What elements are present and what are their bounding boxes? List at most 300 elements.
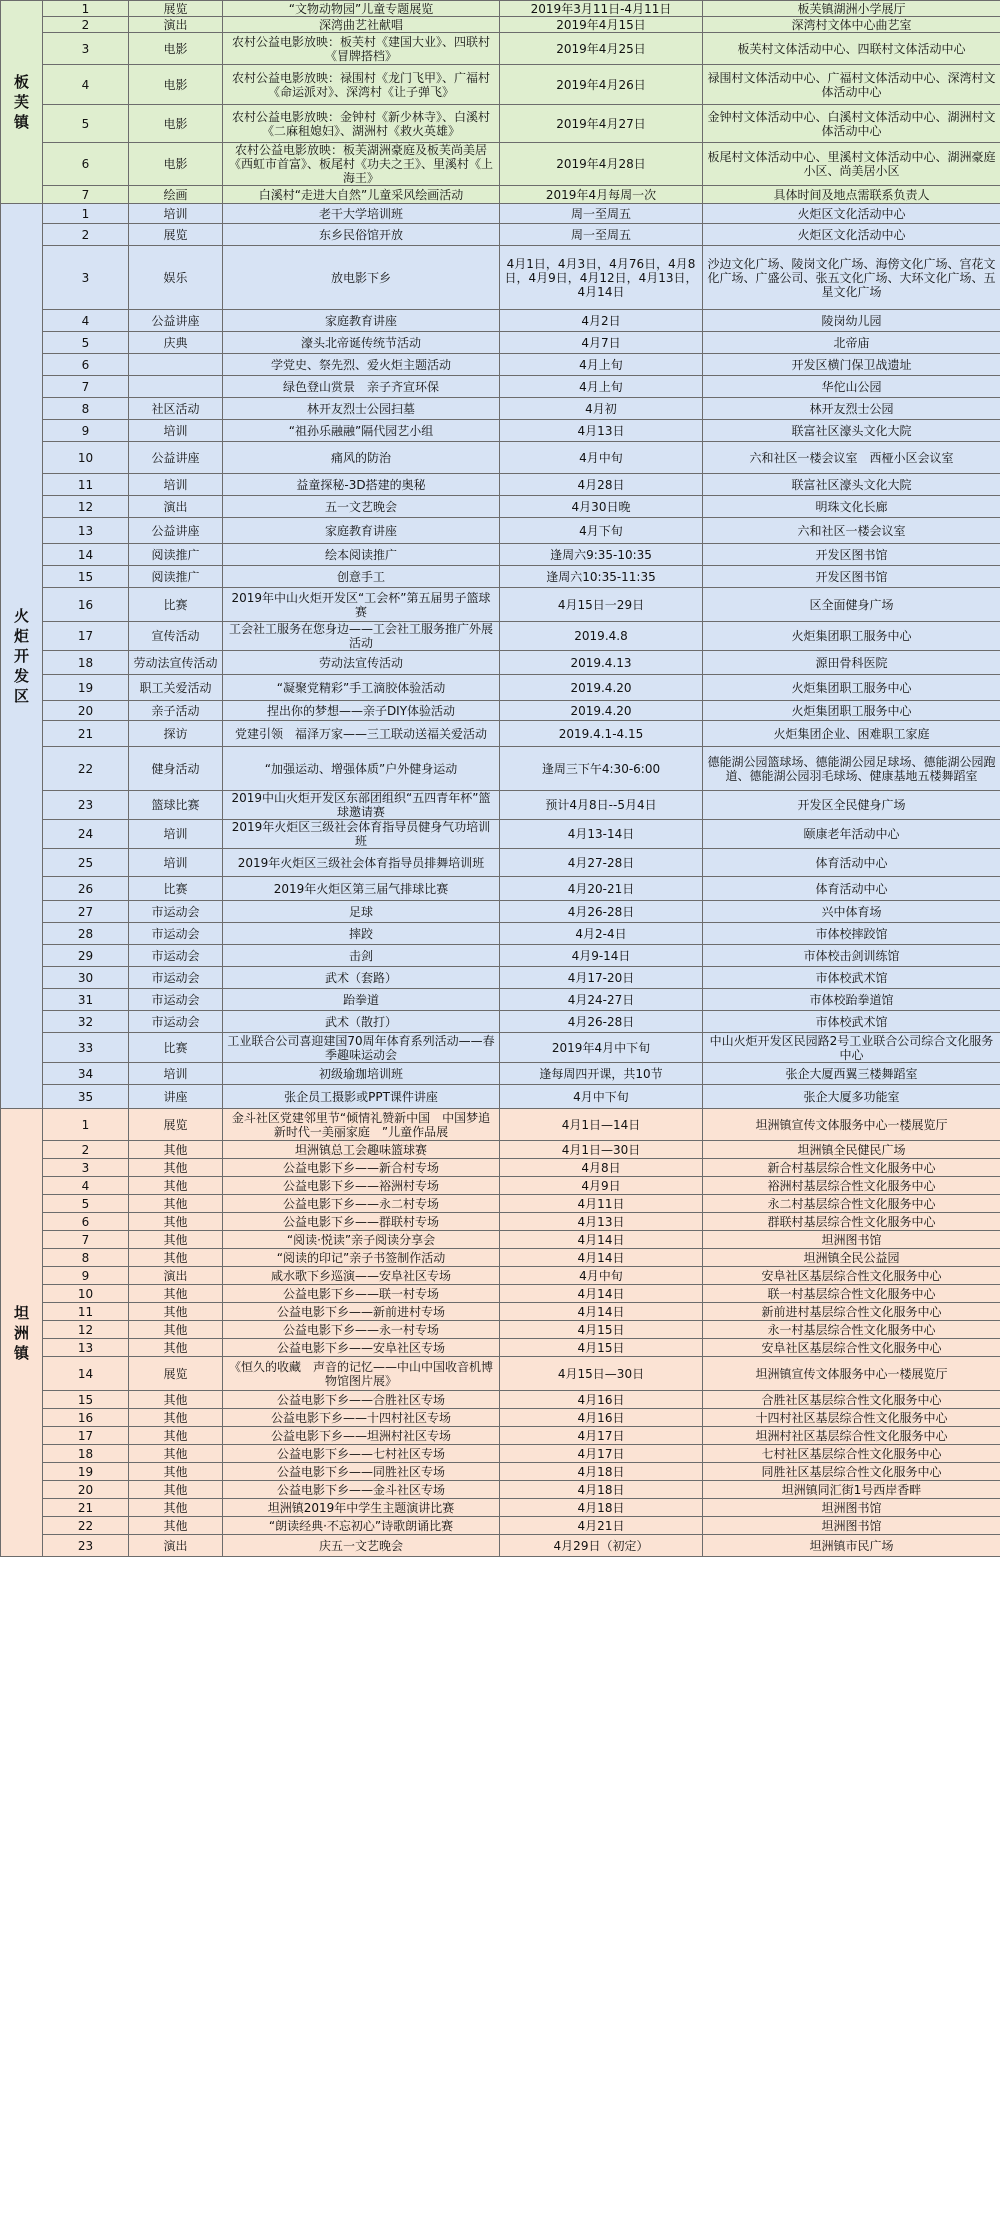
activity-time: 预计4月8日--5月4日 (500, 791, 703, 820)
activity-place: 火炬区文化活动中心 (703, 204, 1000, 224)
activity-type: 其他 (129, 1177, 223, 1195)
activity-time: 2019.4.20 (500, 675, 703, 701)
row-number: 9 (43, 420, 129, 442)
table-row (1, 1391, 1000, 1409)
table-row (1, 1409, 1000, 1427)
table-row (1, 1357, 1000, 1391)
activity-place: 张企大厦多功能室 (703, 1085, 1000, 1109)
table-row (1, 1267, 1000, 1285)
row-number: 14 (43, 1357, 129, 1391)
row-number: 23 (43, 791, 129, 820)
table-row (1, 1141, 1000, 1159)
row-number: 12 (43, 1321, 129, 1339)
activity-type: 职工关爱活动 (129, 675, 223, 701)
activity-type: 培训 (129, 820, 223, 849)
row-number: 16 (43, 1409, 129, 1427)
table-row (1, 849, 1000, 877)
activity-place: 安阜社区基层综合性文化服务中心 (703, 1267, 1000, 1285)
activity-place: 坦洲镇宣传文体服务中心一楼展览厅 (703, 1357, 1000, 1391)
town-name-cell: 坦洲镇 (1, 1109, 43, 1557)
activity-place: 明珠文化长廊 (703, 496, 1000, 518)
table-row (1, 442, 1000, 474)
table-row (1, 398, 1000, 420)
activity-place: 六和社区一楼会议室 (703, 518, 1000, 544)
table-row (1, 1063, 1000, 1085)
table-row (1, 310, 1000, 332)
activity-time: 2019年4月15日 (500, 17, 703, 33)
table-row (1, 1195, 1000, 1213)
activity-name: “阅读·悦读”亲子阅读分享会 (223, 1231, 500, 1249)
row-number: 3 (43, 246, 129, 310)
table-row (1, 1321, 1000, 1339)
table-row (1, 518, 1000, 544)
activity-time: 4月2日 (500, 310, 703, 332)
row-number: 10 (43, 1285, 129, 1303)
activity-place: 联一村基层综合性文化服务中心 (703, 1285, 1000, 1303)
activity-type: 讲座 (129, 1085, 223, 1109)
activity-time: 4月16日 (500, 1409, 703, 1427)
table-row (1, 1303, 1000, 1321)
table-row (1, 1445, 1000, 1463)
activity-name: 学党史、祭先烈、爱火炬主题活动 (223, 354, 500, 376)
table-row (1, 1033, 1000, 1063)
activity-name: 东乡民俗馆开放 (223, 224, 500, 246)
table-row (1, 1535, 1000, 1557)
activity-name: 公益电影下乡——联一村专场 (223, 1285, 500, 1303)
table-row (1, 747, 1000, 791)
activity-name: 痛风的防治 (223, 442, 500, 474)
row-number: 18 (43, 651, 129, 675)
activity-place: 板芙村文体活动中心、四联村文体活动中心 (703, 33, 1000, 65)
activity-name: 金斗社区党建邻里节“倾情礼赞新中国 中国梦追新时代一美丽家庭 ”儿童作品展 (223, 1109, 500, 1141)
activity-place: 中山火炬开发区民园路2号工业联合公司综合文化服务中心 (703, 1033, 1000, 1063)
activity-type: 其他 (129, 1409, 223, 1427)
activity-place: 联富社区濠头文化大院 (703, 420, 1000, 442)
activity-place: 火炬集团职工服务中心 (703, 675, 1000, 701)
activity-time: 2019年3月11日-4月11日 (500, 1, 703, 17)
activity-type: 健身活动 (129, 747, 223, 791)
table-row (1, 17, 1000, 33)
activity-time: 4月中下旬 (500, 1085, 703, 1109)
table-row (1, 1011, 1000, 1033)
activity-time: 4月中旬 (500, 1267, 703, 1285)
table-row (1, 721, 1000, 747)
table-row (1, 65, 1000, 105)
activity-type: 培训 (129, 204, 223, 224)
row-number: 22 (43, 1517, 129, 1535)
activity-place: 市体校武术馆 (703, 967, 1000, 989)
row-number: 26 (43, 877, 129, 901)
activity-name: 公益电影下乡——坦洲村社区专场 (223, 1427, 500, 1445)
activity-place: 市体校击剑训练馆 (703, 945, 1000, 967)
activity-type: 庆典 (129, 332, 223, 354)
activity-name: 农村公益电影放映：板芙湖洲豪庭及板芙尚美居《西虹市首富》、板尾村《功夫之王》、里溪村《上海王》 (223, 143, 500, 186)
row-number: 31 (43, 989, 129, 1011)
activity-place: 坦洲镇宣传文体服务中心一楼展览厅 (703, 1109, 1000, 1141)
row-number: 11 (43, 1303, 129, 1321)
activity-name: 工会社工服务在您身边——工会社工服务推广外展活动 (223, 622, 500, 651)
activity-type: 电影 (129, 33, 223, 65)
activity-type: 绘画 (129, 186, 223, 204)
activity-place: 坦洲镇全民公益园 (703, 1249, 1000, 1267)
activity-time: 2019.4.8 (500, 622, 703, 651)
activity-name: 绘本阅读推广 (223, 544, 500, 566)
activity-place: 市体校摔跤馆 (703, 923, 1000, 945)
activity-type: 其他 (129, 1339, 223, 1357)
activity-type (129, 354, 223, 376)
activity-type: 阅读推广 (129, 566, 223, 588)
table-row (1, 967, 1000, 989)
row-number: 8 (43, 398, 129, 420)
row-number: 3 (43, 33, 129, 65)
activity-place: 坦洲镇市民广场 (703, 1535, 1000, 1557)
activity-type: 其他 (129, 1213, 223, 1231)
activity-place: 七村社区基层综合性文化服务中心 (703, 1445, 1000, 1463)
activity-name: 五一文艺晚会 (223, 496, 500, 518)
row-number: 8 (43, 1249, 129, 1267)
table-row (1, 989, 1000, 1011)
activity-type: 培训 (129, 474, 223, 496)
table-row (1, 1339, 1000, 1357)
activity-time: 4月24-27日 (500, 989, 703, 1011)
activity-name: “祖孙乐融融”隔代园艺小组 (223, 420, 500, 442)
activity-time: 4月14日 (500, 1285, 703, 1303)
table-row (1, 1463, 1000, 1481)
activity-time: 4月18日 (500, 1499, 703, 1517)
activity-time: 4月9日 (500, 1177, 703, 1195)
activity-place: 具体时间及地点需联系负责人 (703, 186, 1000, 204)
activity-type: 宣传活动 (129, 622, 223, 651)
activity-place: 源田骨科医院 (703, 651, 1000, 675)
activity-place: 张企大厦西翼三楼舞蹈室 (703, 1063, 1000, 1085)
table-row (1, 1231, 1000, 1249)
row-number: 20 (43, 1481, 129, 1499)
table-row (1, 186, 1000, 204)
activity-type: 电影 (129, 143, 223, 186)
table-row (1, 651, 1000, 675)
activity-place: 颐康老年活动中心 (703, 820, 1000, 849)
row-number: 6 (43, 354, 129, 376)
row-number: 1 (43, 204, 129, 224)
activity-name: 公益电影下乡——合胜社区专场 (223, 1391, 500, 1409)
activity-type: 社区活动 (129, 398, 223, 420)
table-row (1, 622, 1000, 651)
activity-type: 展览 (129, 1109, 223, 1141)
activity-type: 市运动会 (129, 967, 223, 989)
activity-name: 摔跤 (223, 923, 500, 945)
activity-name: 创意手工 (223, 566, 500, 588)
table-row (1, 224, 1000, 246)
activity-place: 德能湖公园篮球场、德能湖公园足球场、德能湖公园跑道、德能湖公园羽毛球场、健康基地五楼舞蹈室 (703, 747, 1000, 791)
activity-name: 2019年火炬区第三届气排球比赛 (223, 877, 500, 901)
row-number: 2 (43, 1141, 129, 1159)
activity-time: 4月20-21日 (500, 877, 703, 901)
activity-time: 4月14日 (500, 1249, 703, 1267)
activity-name: 2019中山火炬开发区东部团组织“五四青年杯”篮球邀请赛 (223, 791, 500, 820)
row-number: 13 (43, 518, 129, 544)
activity-type: 培训 (129, 849, 223, 877)
activity-time: 2019年4月每周一次 (500, 186, 703, 204)
activity-type: 亲子活动 (129, 701, 223, 721)
activity-place: 坦洲图书馆 (703, 1517, 1000, 1535)
activity-name: 坦洲镇2019年中学生主题演讲比赛 (223, 1499, 500, 1517)
table-row (1, 820, 1000, 849)
row-number: 4 (43, 310, 129, 332)
table-row (1, 105, 1000, 143)
table-row (1, 376, 1000, 398)
activity-name: 党建引领 福泽万家——三工联动送福关爱活动 (223, 721, 500, 747)
activity-time: 4月13日 (500, 420, 703, 442)
activity-place: 体育活动中心 (703, 877, 1000, 901)
activity-type: 演出 (129, 17, 223, 33)
activity-place: 火炬集团职工服务中心 (703, 701, 1000, 721)
row-number: 27 (43, 901, 129, 923)
row-number: 11 (43, 474, 129, 496)
activity-type: 市运动会 (129, 945, 223, 967)
activity-name: 林开友烈士公园扫墓 (223, 398, 500, 420)
activity-time: 4月28日 (500, 474, 703, 496)
activity-type (129, 376, 223, 398)
activity-name: 武术（散打） (223, 1011, 500, 1033)
activity-type: 娱乐 (129, 246, 223, 310)
activity-time: 4月9-14日 (500, 945, 703, 967)
activity-type: 其他 (129, 1427, 223, 1445)
activity-time: 4月15日一29日 (500, 588, 703, 622)
activity-type: 其他 (129, 1303, 223, 1321)
activity-place: 华佗山公园 (703, 376, 1000, 398)
row-number: 25 (43, 849, 129, 877)
activity-name: “阅读的印记”亲子书签制作活动 (223, 1249, 500, 1267)
activity-time: 4月1日—30日 (500, 1141, 703, 1159)
table-row (1, 1085, 1000, 1109)
row-number: 22 (43, 747, 129, 791)
activity-place: 十四村社区基层综合性文化服务中心 (703, 1409, 1000, 1427)
table-row (1, 1499, 1000, 1517)
activity-type: 劳动法宣传活动 (129, 651, 223, 675)
activity-name: 足球 (223, 901, 500, 923)
activity-name: 公益电影下乡——同胜社区专场 (223, 1463, 500, 1481)
activity-place: 开发区图书馆 (703, 544, 1000, 566)
table-row (1, 945, 1000, 967)
activity-place: 开发区图书馆 (703, 566, 1000, 588)
table-row (1, 1481, 1000, 1499)
activity-time: 4月1日，4月3日，4月76日，4月8日，4月9日，4月12日，4月13日，4月14日 (500, 246, 703, 310)
row-number: 7 (43, 376, 129, 398)
table-row (1, 1213, 1000, 1231)
activity-type: 其他 (129, 1499, 223, 1517)
activity-type: 其他 (129, 1195, 223, 1213)
row-number: 10 (43, 442, 129, 474)
activity-place: 安阜社区基层综合性文化服务中心 (703, 1339, 1000, 1357)
table-row (1, 332, 1000, 354)
town-name-cell: 板芙镇 (1, 1, 43, 204)
row-number: 29 (43, 945, 129, 967)
row-number: 6 (43, 143, 129, 186)
row-number: 13 (43, 1339, 129, 1357)
activity-name: “朗读经典·不忘初心”诗歌朗诵比赛 (223, 1517, 500, 1535)
activity-place: 坦洲图书馆 (703, 1499, 1000, 1517)
activity-place: 北帝庙 (703, 332, 1000, 354)
activity-type: 其他 (129, 1285, 223, 1303)
table-row (1, 1517, 1000, 1535)
activity-name: 公益电影下乡——十四村社区专场 (223, 1409, 500, 1427)
activity-place: 六和社区一楼会议室 西桠小区会议室 (703, 442, 1000, 474)
activity-name: 公益电影下乡——新合村专场 (223, 1159, 500, 1177)
activity-type: 其他 (129, 1445, 223, 1463)
table-row (1, 1109, 1000, 1141)
activity-time: 4月17日 (500, 1427, 703, 1445)
row-number: 17 (43, 1427, 129, 1445)
activity-time: 4月下旬 (500, 518, 703, 544)
activity-type: 演出 (129, 496, 223, 518)
activity-time: 2019.4.1-4.15 (500, 721, 703, 747)
activity-place: 市体校武术馆 (703, 1011, 1000, 1033)
row-number: 21 (43, 721, 129, 747)
row-number: 30 (43, 967, 129, 989)
activity-place: 坦洲村社区基层综合性文化服务中心 (703, 1427, 1000, 1445)
activity-type: 市运动会 (129, 989, 223, 1011)
activity-time: 4月18日 (500, 1481, 703, 1499)
activity-name: 劳动法宣传活动 (223, 651, 500, 675)
activity-time: 4月27-28日 (500, 849, 703, 877)
table-row (1, 354, 1000, 376)
row-number: 2 (43, 17, 129, 33)
activity-place: 合胜社区基层综合性文化服务中心 (703, 1391, 1000, 1409)
activity-time: 4月17-20日 (500, 967, 703, 989)
activity-name: 公益电影下乡——新前进村专场 (223, 1303, 500, 1321)
row-number: 4 (43, 1177, 129, 1195)
activity-type: 比赛 (129, 877, 223, 901)
activity-type: 演出 (129, 1267, 223, 1285)
row-number: 18 (43, 1445, 129, 1463)
activity-time: 4月26-28日 (500, 901, 703, 923)
activity-name: 公益电影下乡——群联村专场 (223, 1213, 500, 1231)
activity-name: “加强运动、增强体质”户外健身运动 (223, 747, 500, 791)
activity-type: 比赛 (129, 1033, 223, 1063)
activity-place: 火炬集团职工服务中心 (703, 622, 1000, 651)
activity-type: 展览 (129, 224, 223, 246)
activity-type: 市运动会 (129, 901, 223, 923)
activity-time: 4月上旬 (500, 354, 703, 376)
row-number: 2 (43, 224, 129, 246)
activity-name: 益童探秘-3D搭建的奥秘 (223, 474, 500, 496)
row-number: 21 (43, 1499, 129, 1517)
table-body (1, 1, 1000, 1557)
row-number: 5 (43, 105, 129, 143)
activity-name: 老干大学培训班 (223, 204, 500, 224)
activity-time: 4月16日 (500, 1391, 703, 1409)
activity-name: 初级瑜珈培训班 (223, 1063, 500, 1085)
table-row (1, 1177, 1000, 1195)
activity-place: 市体校跆拳道馆 (703, 989, 1000, 1011)
table-row (1, 544, 1000, 566)
row-number: 28 (43, 923, 129, 945)
row-number: 19 (43, 1463, 129, 1481)
activity-name: 跆拳道 (223, 989, 500, 1011)
activity-type: 培训 (129, 1063, 223, 1085)
activity-name: 公益电影下乡——七村社区专场 (223, 1445, 500, 1463)
activity-place: 联富社区濠头文化大院 (703, 474, 1000, 496)
activity-type: 电影 (129, 65, 223, 105)
activity-type: 篮球比赛 (129, 791, 223, 820)
activity-time: 4月1日—14日 (500, 1109, 703, 1141)
activity-time: 4月14日 (500, 1303, 703, 1321)
activity-name: 公益电影下乡——永二村专场 (223, 1195, 500, 1213)
table-row (1, 1427, 1000, 1445)
activity-time: 逢每周四开课，共10节 (500, 1063, 703, 1085)
activity-place: 坦洲镇同汇街1号西岸香畔 (703, 1481, 1000, 1499)
activity-time: 4月30日晚 (500, 496, 703, 518)
activity-time: 2019年4月25日 (500, 33, 703, 65)
activity-type: 其他 (129, 1517, 223, 1535)
activity-type: 公益讲座 (129, 518, 223, 544)
activity-name: 濠头北帝诞传统节活动 (223, 332, 500, 354)
activity-time: 4月15日 (500, 1321, 703, 1339)
activity-type: 电影 (129, 105, 223, 143)
activity-name: 家庭教育讲座 (223, 310, 500, 332)
activity-place: 群联村基层综合性文化服务中心 (703, 1213, 1000, 1231)
activity-time: 4月7日 (500, 332, 703, 354)
activity-name: 公益电影下乡——裕洲村专场 (223, 1177, 500, 1195)
activity-time: 4月15日 (500, 1339, 703, 1357)
activity-time: 4月初 (500, 398, 703, 420)
activity-time: 周一至周五 (500, 224, 703, 246)
activity-time: 2019年4月27日 (500, 105, 703, 143)
activity-time: 2019年4月中下旬 (500, 1033, 703, 1063)
activity-place: 开发区全民健身广场 (703, 791, 1000, 820)
activity-place: 区全面健身广场 (703, 588, 1000, 622)
activity-name: 咸水歌下乡巡演——安阜社区专场 (223, 1267, 500, 1285)
activity-place: 新前进村基层综合性文化服务中心 (703, 1303, 1000, 1321)
activity-type: 其他 (129, 1391, 223, 1409)
activity-time: 4月29日（初定） (500, 1535, 703, 1557)
row-number: 24 (43, 820, 129, 849)
activity-name: “凝聚党精彩”手工滴胶体验活动 (223, 675, 500, 701)
activity-time: 4月14日 (500, 1231, 703, 1249)
table-row (1, 675, 1000, 701)
activity-name: 农村公益电影放映：板芙村《建国大业》、四联村《冒牌搭档》 (223, 33, 500, 65)
row-number: 14 (43, 544, 129, 566)
activity-name: “文物动物园”儿童专题展览 (223, 1, 500, 17)
row-number: 23 (43, 1535, 129, 1557)
activity-type: 公益讲座 (129, 310, 223, 332)
activity-name: 公益电影下乡——安阜社区专场 (223, 1339, 500, 1357)
table-row (1, 143, 1000, 186)
row-number: 9 (43, 1267, 129, 1285)
activity-name: 放电影下乡 (223, 246, 500, 310)
activity-place: 板尾村文体活动中心、里溪村文体活动中心、湖洲豪庭小区、尚美居小区 (703, 143, 1000, 186)
table-row (1, 1159, 1000, 1177)
table-row (1, 588, 1000, 622)
row-number: 15 (43, 1391, 129, 1409)
activity-name: 击剑 (223, 945, 500, 967)
activity-time: 4月13日 (500, 1213, 703, 1231)
activity-place: 深湾村文体中心曲艺室 (703, 17, 1000, 33)
activity-time: 4月13-14日 (500, 820, 703, 849)
table-row (1, 33, 1000, 65)
activity-name: 白溪村“走进大自然”儿童采风绘画活动 (223, 186, 500, 204)
activity-place: 裕洲村基层综合性文化服务中心 (703, 1177, 1000, 1195)
activity-place: 沙边文化广场、陵岗文化广场、海傍文化广场、宫花文化广场、广盛公司、张五文化广场、大环文化广场、五星文化广场 (703, 246, 1000, 310)
activity-time: 4月8日 (500, 1159, 703, 1177)
table-row (1, 474, 1000, 496)
activity-name: 坦洲镇总工会趣味篮球赛 (223, 1141, 500, 1159)
activity-type: 展览 (129, 1357, 223, 1391)
activity-time: 2019年4月26日 (500, 65, 703, 105)
table-row (1, 901, 1000, 923)
activity-name: 家庭教育讲座 (223, 518, 500, 544)
activity-place: 板芙镇湖洲小学展厅 (703, 1, 1000, 17)
